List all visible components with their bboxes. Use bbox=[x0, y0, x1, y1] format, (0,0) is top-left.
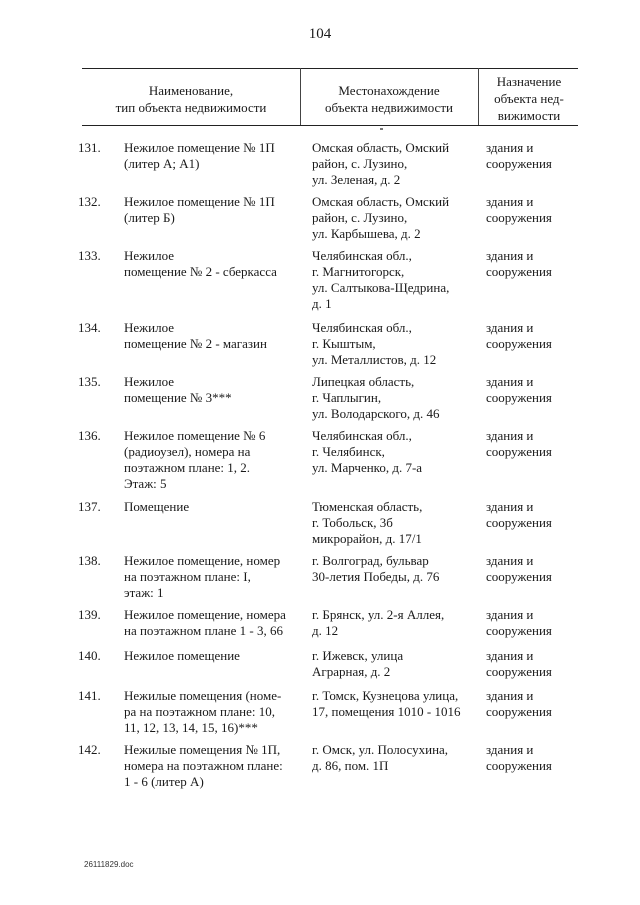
object-location: Тюменская область, г. Тобольск, 3б микрорайон, д. 17/1 bbox=[312, 499, 423, 546]
object-name: Нежилые помещения (номе- ра на поэтажном плане: 10, 11, 12, 13, 14, 15, 16)*** bbox=[124, 688, 282, 735]
object-location: г. Брянск, ул. 2-я Аллея, д. 12 bbox=[312, 607, 445, 638]
row-number: 142. bbox=[78, 742, 101, 757]
table-header-bottom-rule bbox=[82, 125, 578, 126]
row-number: 131. bbox=[78, 140, 101, 155]
object-name: Нежилое помещение, номера на поэтажном плане 1 - 3, 66 bbox=[124, 607, 286, 638]
object-location: г. Омск, ул. Полосухина, д. 86, пом. 1П bbox=[312, 742, 449, 773]
object-purpose: здания и сооружения bbox=[486, 374, 552, 405]
object-purpose: здания и сооружения bbox=[486, 553, 552, 584]
object-location: г. Ижевск, улица Аграрная, д. 2 bbox=[312, 648, 404, 679]
object-purpose: здания и сооружения bbox=[486, 499, 552, 530]
object-name: Нежилое помещение № 2 - сберкасса bbox=[124, 248, 277, 279]
object-purpose: здания и сооружения bbox=[486, 194, 552, 225]
object-purpose: здания и сооружения bbox=[486, 428, 552, 459]
object-name: Нежилые помещения № 1П, номера на поэтажном плане: 1 - 6 (литер А) bbox=[124, 742, 283, 789]
object-purpose: здания и сооружения bbox=[486, 607, 552, 638]
object-name: Нежилое помещение № 2 - магазин bbox=[124, 320, 267, 351]
object-name: Помещение bbox=[124, 499, 190, 514]
header-column-separator bbox=[478, 68, 479, 125]
row-number: 139. bbox=[78, 607, 101, 622]
column-header-location: Местонахождение объекта недвижимости bbox=[325, 83, 453, 115]
row-number: 140. bbox=[78, 648, 101, 663]
object-location: Липецкая область, г. Чаплыгин, ул. Володарского, д. 46 bbox=[312, 374, 440, 421]
column-header-name: Наименование, тип объекта недвижимости bbox=[115, 83, 267, 115]
header-column-separator bbox=[300, 68, 301, 125]
table-header-top-rule bbox=[82, 68, 578, 69]
row-number: 136. bbox=[78, 428, 101, 443]
object-location: Челябинская обл., г. Кыштым, ул. Металлистов, д. 12 bbox=[312, 320, 437, 367]
object-name: Нежилое помещение № 3*** bbox=[124, 374, 232, 405]
row-number: 141. bbox=[78, 688, 101, 703]
object-location: г. Томск, Кузнецова улица, 17, помещения 1010 - 1016 bbox=[312, 688, 461, 719]
object-location: Омская область, Омский район, с. Лузино, ул. Зеленая, д. 2 bbox=[312, 140, 450, 187]
object-location: Челябинская обл., г. Челябинск, ул. Марченко, д. 7-а bbox=[312, 428, 423, 475]
object-purpose: здания и сооружения bbox=[486, 320, 552, 351]
object-purpose: здания и сооружения bbox=[486, 648, 552, 679]
object-location: Челябинская обл., г. Магнитогорск, ул. Салтыкова-Щедрина, д. 1 bbox=[312, 248, 450, 311]
object-location: г. Волгоград, бульвар 30-летия Победы, д. 76 bbox=[312, 553, 440, 584]
object-purpose: здания и сооружения bbox=[486, 688, 552, 719]
object-purpose: здания и сооружения bbox=[486, 248, 552, 279]
row-number: 135. bbox=[78, 374, 101, 389]
column-header-purpose: Назначение объекта нед- вижимости bbox=[494, 74, 564, 123]
document-filename: 26111829.doc bbox=[84, 860, 134, 869]
object-purpose: здания и сооружения bbox=[486, 742, 552, 773]
row-number: 134. bbox=[78, 320, 101, 335]
row-number: 137. bbox=[78, 499, 101, 514]
row-number: 132. bbox=[78, 194, 101, 209]
object-name: Нежилое помещение № 1П (литер Б) bbox=[124, 194, 275, 225]
object-name: Нежилое помещение bbox=[124, 648, 240, 663]
object-name: Нежилое помещение № 1П (литер А; А1) bbox=[124, 140, 275, 171]
page-number: 104 bbox=[308, 26, 332, 42]
object-purpose: здания и сооружения bbox=[486, 140, 552, 171]
row-number: 133. bbox=[78, 248, 101, 263]
scan-speck bbox=[380, 128, 383, 130]
object-location: Омская область, Омский район, с. Лузино, ул. Карбышева, д. 2 bbox=[312, 194, 450, 241]
object-name: Нежилое помещение, номер на поэтажном плане: I, этаж: 1 bbox=[124, 553, 281, 600]
object-name: Нежилое помещение № 6 (радиоузел), номера на поэтажном плане: 1, 2. Этаж: 5 bbox=[124, 428, 266, 491]
row-number: 138. bbox=[78, 553, 101, 568]
